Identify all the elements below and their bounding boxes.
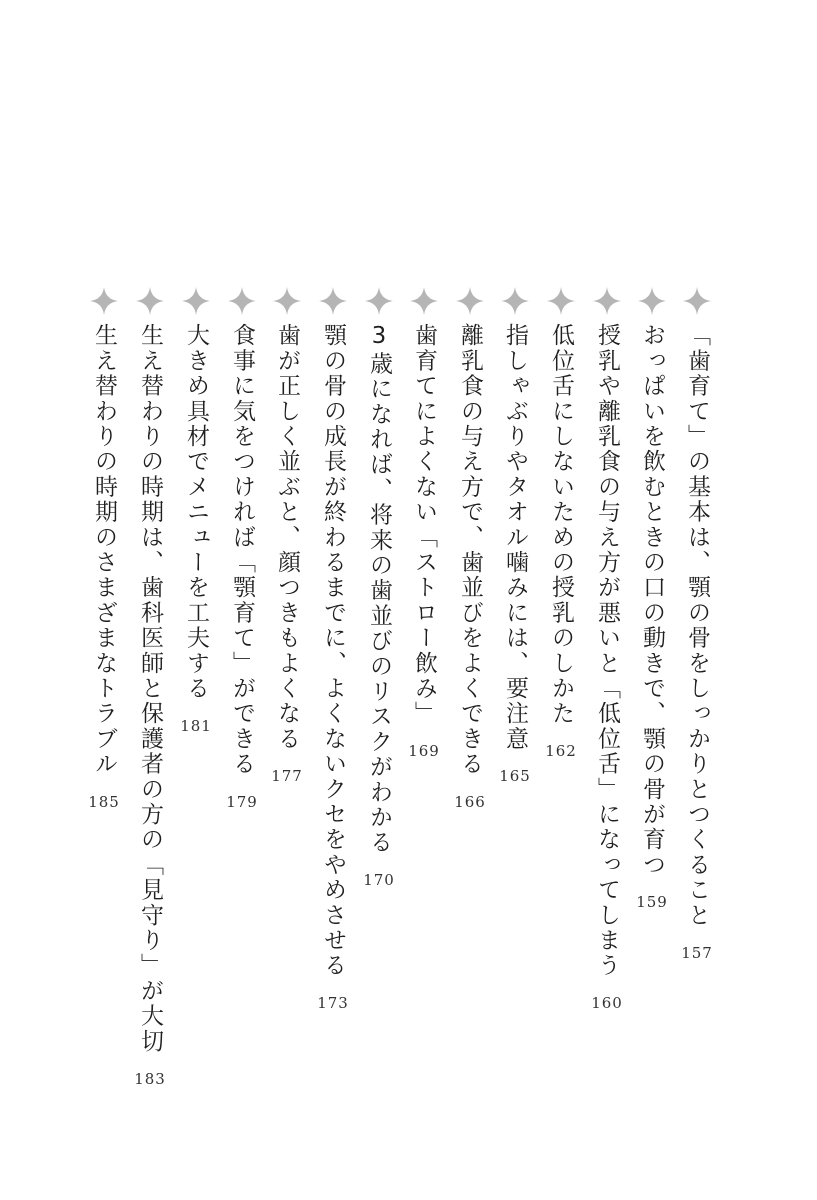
- toc-entry-page-number: 160: [591, 994, 623, 1013]
- toc-entry-title: 離乳食の与え方で、歯並びをよくできる: [457, 323, 483, 777]
- toc-entry-title: 大きめ具材でメニューを工夫する: [183, 323, 209, 701]
- toc-entry-page-number: 177: [271, 767, 303, 786]
- sparkle-icon: [136, 287, 164, 315]
- toc-entry[interactable]: [637, 287, 667, 911]
- toc-entry[interactable]: [272, 287, 302, 785]
- toc-entry-page-number: 179: [226, 792, 258, 811]
- toc-entry-title: 生え替わりの時期は、歯科医師と保護者の方の「見守り」が大切: [137, 323, 163, 1054]
- sparkle-icon: [456, 287, 484, 315]
- toc-entry-page-number: 170: [363, 871, 395, 890]
- toc-entry[interactable]: [409, 287, 439, 760]
- sparkle-icon: [319, 287, 347, 315]
- toc-entry-page-number: 185: [88, 792, 120, 811]
- toc-entry-title: 指しゃぶりやタオル噛みには、要注意: [502, 323, 528, 752]
- sparkle-icon: [273, 287, 301, 315]
- toc-entry-title: 顎の骨の成長が終わるまでに、よくないクセをやめさせる: [320, 323, 346, 979]
- toc-entry[interactable]: [682, 287, 712, 962]
- toc-entry-title: 食事に気をつければ「顎育て」ができる: [229, 323, 255, 777]
- sparkle-icon: [90, 287, 118, 315]
- toc-entry[interactable]: [592, 287, 622, 1012]
- toc-entry-title: 歯が正しく並ぶと、顔つきもよくなる: [274, 323, 300, 752]
- toc-entry-page-number: 169: [408, 742, 440, 761]
- sparkle-icon: [547, 287, 575, 315]
- sparkle-icon: [638, 287, 666, 315]
- sparkle-icon: [365, 287, 393, 315]
- toc-entry-title: 「歯育て」の基本は、顎の骨をしっかりとつくること: [684, 323, 710, 928]
- toc-entry[interactable]: [181, 287, 211, 735]
- toc-entry[interactable]: [455, 287, 485, 811]
- sparkle-icon: [228, 287, 256, 315]
- toc-entry-title: 歯育てによくない「ストロー飲み」: [411, 323, 437, 727]
- sparkle-icon: [501, 287, 529, 315]
- toc-entry-page-number: 162: [545, 742, 577, 761]
- sparkle-icon: [182, 287, 210, 315]
- toc-entry[interactable]: [135, 287, 165, 1088]
- toc-entry[interactable]: [364, 287, 394, 889]
- toc-entry-page-number: 183: [134, 1069, 166, 1088]
- sparkle-icon: [593, 287, 621, 315]
- toc-entry-page-number: 166: [454, 792, 486, 811]
- toc-entry-page-number: 181: [180, 717, 212, 735]
- toc-entry[interactable]: [546, 287, 576, 760]
- toc-entry-page-number: 173: [317, 994, 349, 1013]
- toc-entry[interactable]: [227, 287, 257, 811]
- toc-entry-title: 低位舌にしないための授乳のしかた: [548, 323, 574, 727]
- toc-entry-title: おっぱいを飲むときの口の動きで、顎の骨が育つ: [639, 323, 665, 878]
- toc-entry-title: 3歳になれば、将来の歯並びのリスクがわかる: [366, 323, 392, 856]
- toc-entry[interactable]: [89, 287, 119, 811]
- sparkle-icon: [410, 287, 438, 315]
- toc-entry-page-number: 157: [681, 943, 713, 962]
- toc-entry[interactable]: [500, 287, 530, 785]
- toc-entry[interactable]: [318, 287, 348, 1012]
- toc-entry-title: 生え替わりの時期のさまざまなトラブル: [91, 323, 117, 777]
- sparkle-icon: [683, 287, 711, 315]
- toc-entry-title: 授乳や離乳食の与え方が悪いと「低位舌」になってしまう: [594, 323, 620, 979]
- toc-entry-page-number: 159: [636, 893, 668, 912]
- toc-entry-page-number: 165: [499, 767, 531, 786]
